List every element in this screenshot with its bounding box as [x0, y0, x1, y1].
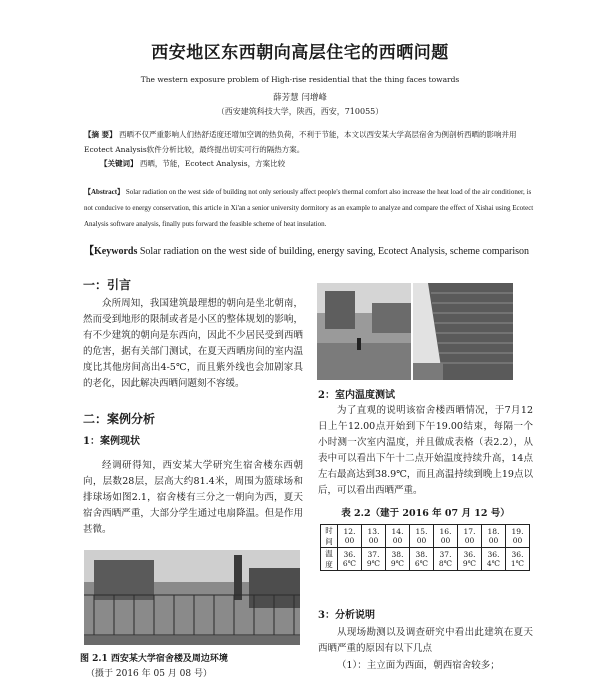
section-3-text: 从现场勘测以及调查研究中看出此建筑在夏天西晒严重的原因有以下几点 — [318, 627, 533, 654]
building-photo-right-drawing — [413, 283, 513, 380]
time-cell: 14. 00 — [386, 525, 410, 548]
cn-keywords-label: 【关键词】 — [100, 159, 138, 168]
figure-date: （摄于 2016 年 05 月 08 号） — [86, 669, 212, 679]
section-2-2-text: 为了直观的说明该宿舍楼西晒情况，于7月12日上午12.00点开始到下午19.00结束，每隔一个小时测一次室内温度，并且做成表格（表2.2），从表中可以看出下午十二点开始温度持续升高，14点左右最高达到38.9℃，而且高温持续到晚上19点以后，可以看出西晒严重。 — [318, 405, 533, 496]
section-3-heading-wrap — [318, 606, 533, 621]
temp-cell: 36. 9℃ — [458, 548, 482, 571]
table-caption: 表 2.2（建于 2016 年 07 月 12 号） — [341, 508, 510, 519]
temp-cell: 37. 9℃ — [362, 548, 386, 571]
section-1-heading-wrap — [83, 276, 303, 293]
en-abstract-text: Solar radiation on the west side of building not only seriously affect people's thermal comfort also increase the heat load of the air conditioner, is not conducive to energy conservation, this article in Xi'an a senior university dormitory as an example to analyze and compare the effect of Xishai using Ecotect Analysis software analysis, finally puts forward the feasible scheme of heat insulation. — [84, 188, 534, 228]
temp-cell: 38. 6℃ — [410, 548, 434, 571]
temp-cell: 36. 4℃ — [482, 548, 506, 571]
court-photo-drawing — [84, 550, 300, 645]
section-1-heading: 一：引言 — [83, 278, 132, 292]
en-keywords-label: 【Keywords — [84, 246, 138, 257]
authors: 薛芳慧 闫增峰 — [273, 93, 327, 103]
building-photo-left-drawing — [317, 283, 411, 380]
time-cell: 19. 00 — [506, 525, 530, 548]
time-cell: 15. 00 — [410, 525, 434, 548]
time-cell: 13. 00 — [362, 525, 386, 548]
cn-abstract-label: 【摘 要】 — [84, 130, 117, 139]
time-cell: 17. 00 — [458, 525, 482, 548]
time-header-cell: 时 间 — [321, 525, 338, 548]
temp-header-cell: 温 度 — [321, 548, 338, 571]
table-row-time — [321, 525, 530, 548]
section-2-heading-wrap — [83, 410, 303, 427]
section-2-1-heading-wrap — [83, 432, 303, 447]
section-3-heading: 3：分析说明 — [318, 610, 375, 621]
building-photo-left — [317, 283, 411, 380]
english-keywords — [84, 243, 534, 260]
temp-cell: 36. 6℃ — [338, 548, 362, 571]
section-2-2-heading: 2：室内温度测试 — [318, 390, 395, 401]
chinese-keywords — [100, 158, 540, 169]
chinese-abstract — [84, 127, 536, 157]
time-cell: 12. 00 — [338, 525, 362, 548]
temp-cell: 38. 9℃ — [386, 548, 410, 571]
cn-keywords-text: 西晒，节能，Ecotect Analysis，方案比较 — [139, 159, 286, 168]
table-row-temperature — [321, 548, 530, 571]
temp-cell: 36. 1℃ — [506, 548, 530, 571]
english-subtitle: The western exposure problem of High-rise residential that the thing faces towards — [140, 75, 460, 84]
en-abstract-label: 【Abstract】 — [84, 188, 125, 196]
section-2-heading: 二：案例分析 — [83, 412, 156, 426]
temp-cell: 37. 8℃ — [434, 548, 458, 571]
time-cell: 18. 00 — [482, 525, 506, 548]
section-1-text: 众所周知，我国建筑最理想的朝向是坐北朝南，然而受到地形的限制或者是小区的整体规划的影响，有不少建筑的朝向是东西向，因此不少居民受到西晒的危害，据有关部门测试，在夏天西晒房间的室内温度比其他房间高出4-5℃，而且紫外线也会加剧家具的老化，因此解决西晒问题刻不容缓。 — [83, 298, 303, 389]
figure-caption: 图 2.1 西安某大学宿舍楼及周边环境 — [80, 654, 228, 664]
affiliation: （西安建筑科技大学，陕西，西安，710055） — [216, 107, 384, 116]
court-photo — [84, 550, 300, 645]
time-cell: 16. 00 — [434, 525, 458, 548]
section-2-2-heading-wrap — [318, 386, 533, 401]
section-2-1-heading: 1：案例现状 — [83, 436, 140, 447]
building-photo-right — [413, 283, 513, 380]
temperature-table — [320, 524, 530, 571]
english-abstract — [84, 184, 534, 232]
cn-abstract-text: 西晒不仅严重影响人们热舒适度还增加空调的热负荷，不利于节能，本文以西安某大学高层宿舍为例剖析西晒的影响并用Ecotect Analysis软件分析比较，最终提出切实可行的隔热方案。 — [84, 130, 517, 154]
section-2-1-text: 经调研得知，西安某大学研究生宿舍楼东西朝向，层数28层，层高大约81.4米，周围为篮球场和排球场如图2.1，宿舍楼有三分之一朝向为西，夏天宿舍西晒严重，大部分学生通过电扇降温。但是作用甚微。 — [83, 460, 303, 535]
section-3-item-1: （1）：主立面为西面，朝西宿舍较多； — [337, 660, 500, 671]
en-keywords-text: Solar radiation on the west side of building, energy saving, Ecotect Analysis, scheme comparison — [139, 246, 530, 257]
paper-title: 西安地区东西朝向高层住宅的西晒问题 — [151, 43, 449, 63]
